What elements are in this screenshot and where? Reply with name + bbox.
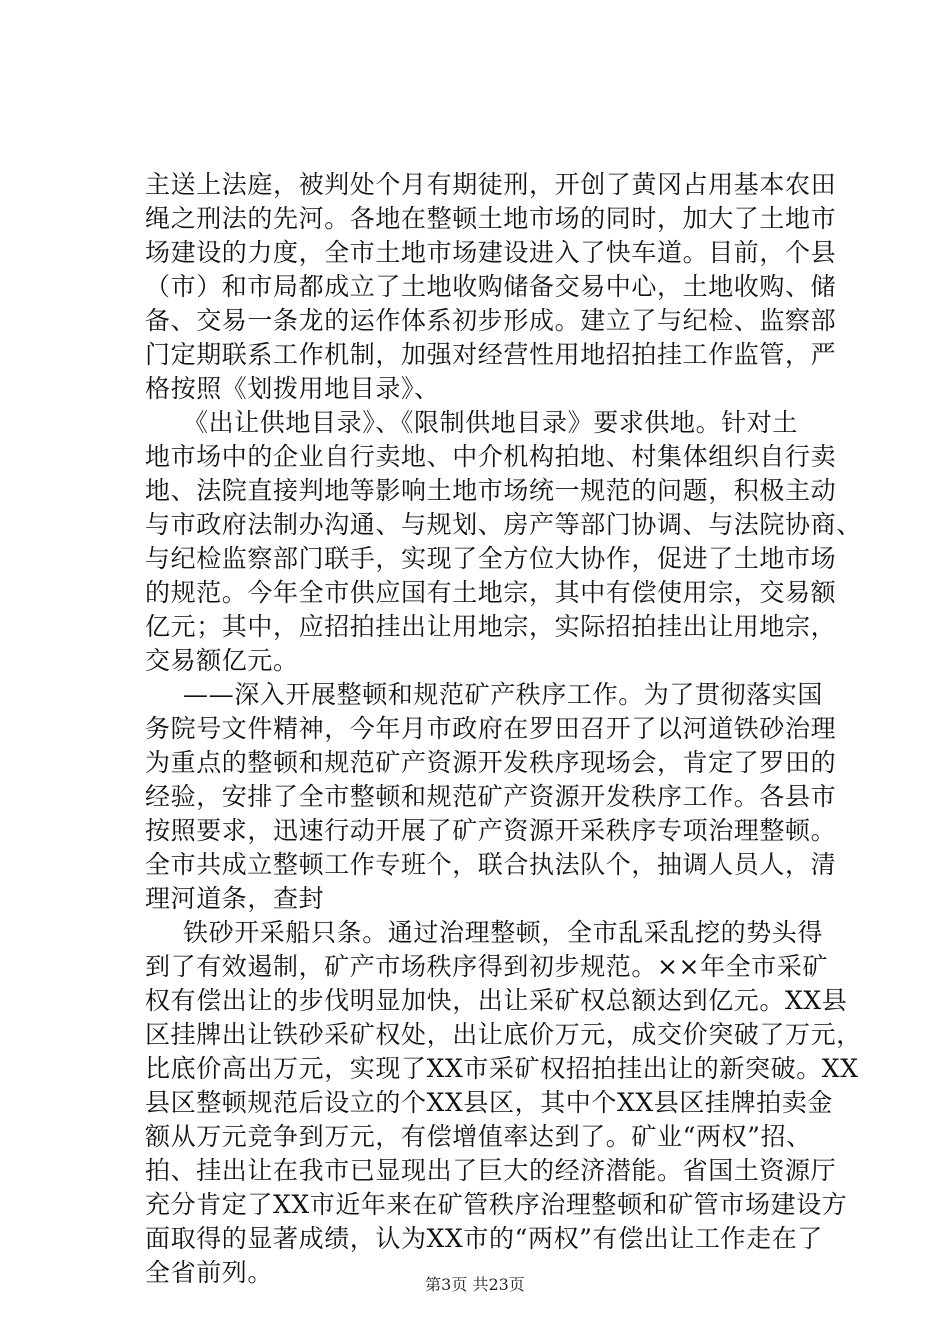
- body-line: 与纪检监察部门联手，实现了全方位大协作，促进了土地市场: [145, 544, 837, 573]
- body-line: 理河道条，查封: [145, 884, 325, 913]
- body-line: 格按照《划拨用地目录》、: [145, 374, 440, 403]
- body-line: 场建设的力度，全市土地市场建设进入了快车道。目前，个县: [145, 238, 837, 267]
- body-line: 地市场中的企业自行卖地、中介机构拍地、村集体组织自行卖: [145, 442, 837, 471]
- body-line: 绳之刑法的先河。各地在整顿土地市场的同时，加大了土地市: [145, 204, 837, 233]
- body-line: 全省前列。: [145, 1258, 274, 1287]
- body-line: 门定期联系工作机制，加强对经营性用地招拍挂工作监管，严: [145, 340, 837, 369]
- body-line: 权有偿出让的步伐明显加快，出让采矿权总额达到亿元。XX县: [145, 986, 848, 1015]
- paragraph-start-line: ——深入开展整顿和规范矿产秩序工作。为了贯彻落实国: [183, 680, 824, 709]
- paragraph-start-line: 《出让供地目录》、《限制供地目录》要求供地。针对土: [183, 408, 799, 437]
- body-line: 经验，安排了全市整顿和规范矿产资源开发秩序工作。各县市: [145, 782, 837, 811]
- body-line: 到了有效遏制，矿产市场秩序得到初步规范。××年全市采矿: [145, 952, 829, 981]
- body-line: 备、交易一条龙的运作体系初步形成。建立了与纪检、监察部: [145, 306, 837, 335]
- body-line: 县区整顿规范后设立的个XX县区，其中个XX县区挂牌拍卖金: [145, 1088, 833, 1117]
- body-line: 亿元；其中，应招拍挂出让用地宗，实际招拍挂出让用地宗，: [145, 612, 837, 641]
- body-line: 与市政府法制办沟通、与规划、房产等部门协调、与法院协商、: [145, 510, 862, 539]
- body-line: 额从万元竞争到万元，有偿增值率达到了。矿业“两权”招、: [145, 1122, 812, 1151]
- body-line: （市）和市局都成立了土地收购储备交易中心，土地收购、储: [145, 272, 837, 301]
- body-line: 比底价高出万元，实现了XX市采矿权招拍挂出让的新突破。XX: [145, 1054, 859, 1083]
- body-line: 拍、挂出让在我市已显现出了巨大的经济潜能。省国土资源厅: [145, 1156, 837, 1185]
- body-line: 按照要求，迅速行动开展了矿产资源开采秩序专项治理整顿。: [145, 816, 837, 845]
- body-line: 务院号文件精神，今年月市政府在罗田召开了以河道铁砂治理: [145, 714, 837, 743]
- body-line: 交易额亿元。: [145, 646, 299, 675]
- body-line: 的规范。今年全市供应国有土地宗，其中有偿使用宗，交易额: [145, 578, 837, 607]
- body-line: 区挂牌出让铁砂采矿权处，出让底价万元，成交价突破了万元，: [145, 1020, 862, 1049]
- body-line: 全市共成立整顿工作专班个，联合执法队个，抽调人员人，清: [145, 850, 837, 879]
- paragraph-start-line: 铁砂开采船只条。通过治理整顿，全市乱采乱挖的势头得: [183, 918, 824, 947]
- body-line: 为重点的整顿和规范矿产资源开发秩序现场会，肯定了罗田的: [145, 748, 837, 777]
- body-line: 充分肯定了XX市近年来在矿管秩序治理整顿和矿管市场建设方: [145, 1190, 848, 1219]
- body-line: 面取得的显著成绩，认为XX市的“两权”有偿出让工作走在了: [145, 1224, 823, 1253]
- body-line: 主送上法庭，被判处个月有期徒刑，开创了黄冈占用基本农田: [145, 170, 837, 199]
- page-number-footer: 第3页 共23页: [425, 1275, 525, 1294]
- body-line: 地、法院直接判地等影响土地市场统一规范的问题，积极主动: [145, 476, 837, 505]
